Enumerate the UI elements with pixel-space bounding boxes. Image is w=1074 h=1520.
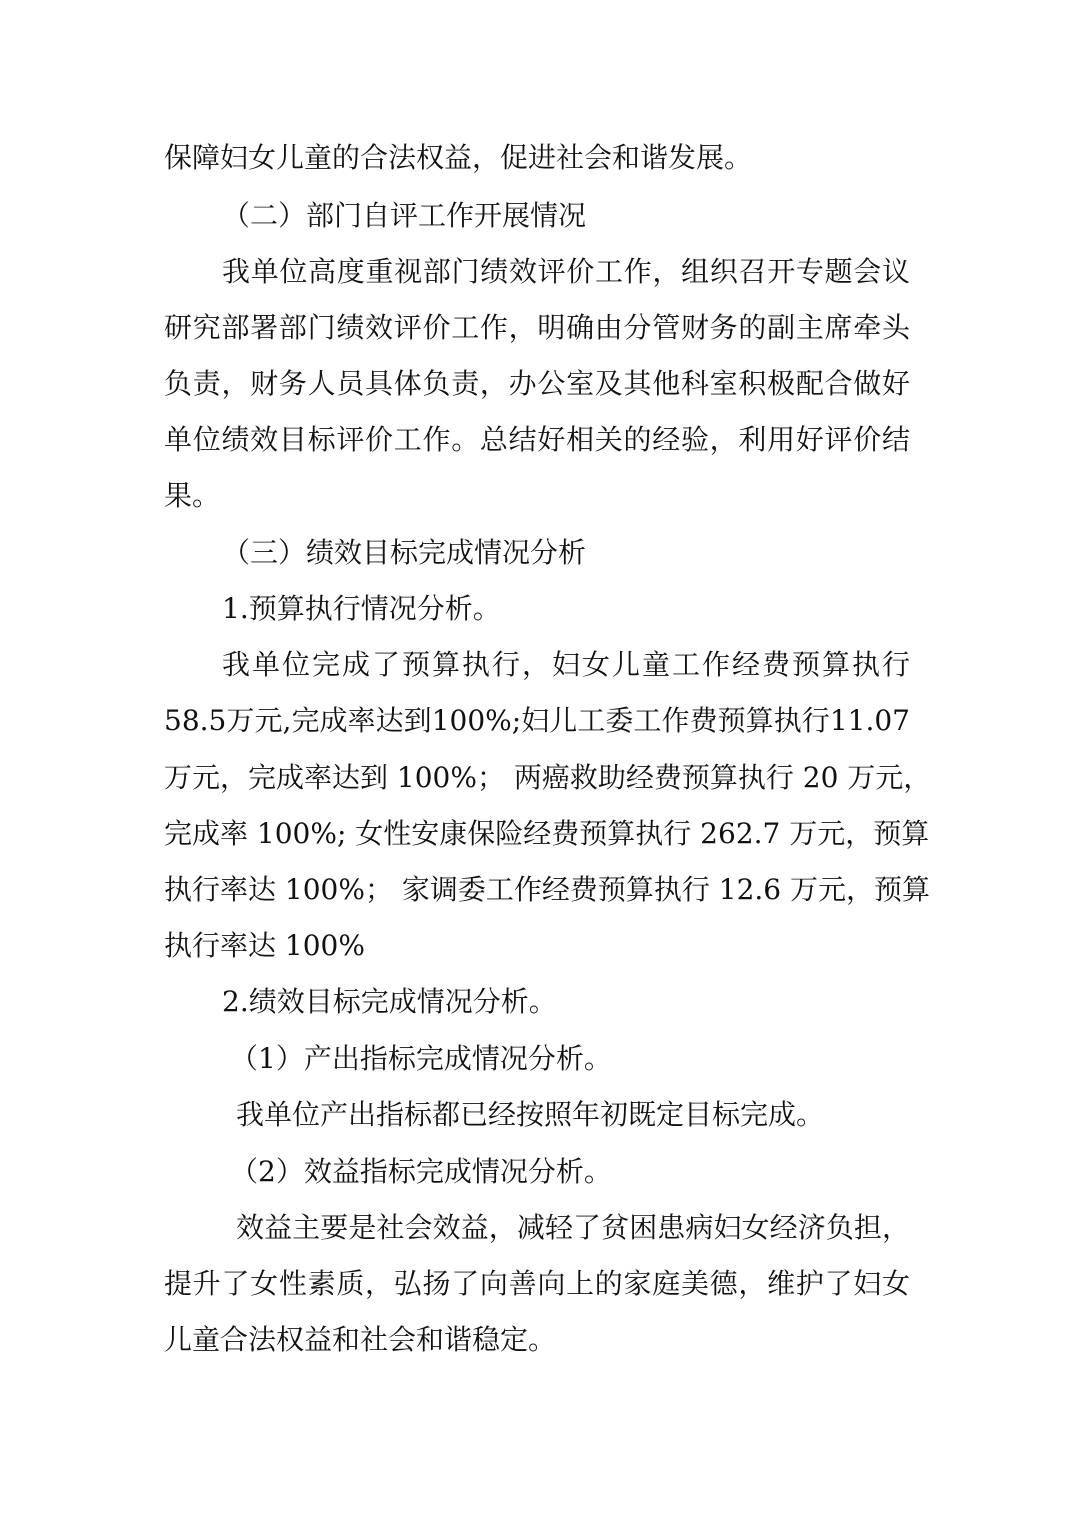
paragraph-line: 我单位完成了预算执行，妇女儿童工作经费预算执行 xyxy=(222,648,910,681)
subsection-heading: 2.绩效目标完成情况分析。 xyxy=(222,985,557,1018)
section-heading: （二）部门自评工作开展情况 xyxy=(222,199,587,232)
paragraph-line: 万元，完成率达到 100%； 两癌救助经费预算执行 20 万元， xyxy=(164,761,932,794)
paragraph-line: 保障妇女儿童的合法权益，促进社会和谐发展。 xyxy=(164,141,753,174)
paragraph-line: 提升了女性素质，弘扬了向善向上的家庭美德，维护了妇女 xyxy=(164,1267,910,1300)
paragraph-line: 研究部署部门绩效评价工作，明确由分管财务的副主席牵头 xyxy=(164,311,910,344)
paragraph-line: 果。 xyxy=(164,479,221,512)
subsection-heading: （2）效益指标完成情况分析。 xyxy=(230,1155,612,1188)
paragraph-line: 58.5万元,完成率达到100%;妇儿工委工作费预算执行11.07 xyxy=(164,704,910,737)
subsection-heading: 1.预算执行情况分析。 xyxy=(222,592,501,625)
paragraph-line: 执行率达 100%； 家调委工作经费预算执行 12.6 万元，预算 xyxy=(164,873,930,906)
paragraph-line: 负责，财务人员具体负责，办公室及其他科室积极配合做好 xyxy=(164,367,910,400)
subsection-heading: （1）产出指标完成情况分析。 xyxy=(230,1042,612,1075)
section-heading: （三）绩效目标完成情况分析 xyxy=(222,536,587,569)
paragraph-line: 我单位高度重视部门绩效评价工作，组织召开专题会议 xyxy=(222,255,910,288)
paragraph-line: 儿童合法权益和社会和谐稳定。 xyxy=(164,1323,557,1356)
paragraph-line: 完成率 100%; 女性安康保险经费预算执行 262.7 万元，预算 xyxy=(164,817,930,850)
paragraph-line: 效益主要是社会效益，减轻了贫困患病妇女经济负担， xyxy=(236,1211,910,1244)
paragraph-line: 我单位产出指标都已经按照年初既定目标完成。 xyxy=(236,1098,825,1131)
paragraph-line: 单位绩效目标评价工作。总结好相关的经验，利用好评价结 xyxy=(164,423,910,456)
paragraph-line: 执行率达 100% xyxy=(164,929,365,962)
